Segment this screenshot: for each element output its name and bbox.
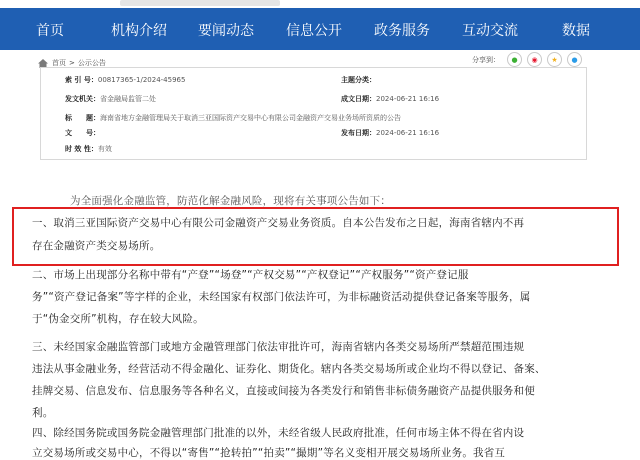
top-strip xyxy=(0,0,640,8)
nav-item-services[interactable]: 政务服务 xyxy=(374,23,430,39)
meta-issuer-label: 发文机关： xyxy=(65,95,100,103)
share-label: 分享到： xyxy=(472,55,500,64)
nav-item-interaction[interactable]: 互动交流 xyxy=(462,23,518,39)
paragraph-3-line-2: 违法从事金融业务，经营活动不得金融化、证券化、期货化。辖内各类交易场所或企业均不得以登记、备案、 xyxy=(32,363,546,375)
meta-theme xyxy=(341,75,376,85)
paragraph-2-line-1: 二、市场上出现部分名称中带有“产登”“场登”“产权交易”“产权登记”“产权服务”“资产登记服 xyxy=(32,269,469,281)
meta-title-value: 海南省地方金融管理局关于取消三亚国际资产交易中心有限公司金融资产交易业务场所资质的公告 xyxy=(100,114,401,122)
share-bar xyxy=(472,52,582,67)
paragraph-4-line-1: 四、除经国务院或国务院金融管理部门批准的以外，未经省级人民政府批准，任何市场主体不得在省内设 xyxy=(32,427,525,439)
meta-issuer-value: 省金融局监管二处 xyxy=(100,95,156,103)
meta-date-value: 2024-06-21 16:16 xyxy=(376,95,440,103)
nav-item-disclosure[interactable]: 信息公开 xyxy=(286,23,342,39)
meta-docno xyxy=(65,128,100,138)
meta-title-label: 标 题： xyxy=(65,114,100,122)
meta-theme-label: 主题分类： xyxy=(341,76,376,84)
qq-icon[interactable]: ● xyxy=(567,52,582,67)
paragraph-3-line-3: 挂牌交易、信息发布、信息服务等各种名义，直接或间接为各类发行和销售非标债务融资产品提供服务和便 xyxy=(32,385,535,397)
paragraph-2-line-3: 于“伪金交所”机构，存在较大风险。 xyxy=(32,313,204,325)
paragraph-2-line-2: 务”“资产登记备案”等字样的企业，未经国家有权部门依法许可，为非标融资活动提供登记备案等服务，属 xyxy=(32,291,531,303)
meta-validity xyxy=(65,144,112,154)
paragraph-1-line-2: 存在金融资产类交易场所。 xyxy=(32,240,161,252)
weibo-icon[interactable]: ◉ xyxy=(527,52,542,67)
meta-title xyxy=(65,113,401,123)
meta-date-label: 成文日期： xyxy=(341,95,376,103)
paragraph-3-line-1: 三、未经国家金融监管部门或地方金融管理部门依法审批许可，海南省辖内各类交易场所严禁超范围违规 xyxy=(32,341,525,353)
meta-index-value: 00817365-1/2024-45965 xyxy=(97,76,186,84)
meta-docno-label: 文 号： xyxy=(65,129,100,137)
nav-item-news[interactable]: 要闻动态 xyxy=(198,23,254,39)
document-metadata xyxy=(40,67,587,160)
main-nav xyxy=(0,8,640,50)
meta-index-label: 索 引 号： xyxy=(65,76,98,84)
meta-pubdate xyxy=(341,128,439,138)
meta-date xyxy=(341,94,439,104)
qzone-icon[interactable]: ★ xyxy=(547,52,562,67)
meta-pubdate-value: 2024-06-21 16:16 xyxy=(376,129,440,137)
meta-pubdate-label: 发布日期： xyxy=(341,129,376,137)
breadcrumb-current[interactable]: 公示公告 xyxy=(77,59,106,67)
nav-item-home[interactable]: 首页 xyxy=(36,23,64,39)
paragraph-1-line-1: 一、取消三亚国际资产交易中心有限公司金融资产交易业务资质。自本公告发布之日起，海南省辖内不再 xyxy=(32,217,525,229)
breadcrumb-separator: > xyxy=(69,59,75,67)
wechat-icon[interactable]: ● xyxy=(507,52,522,67)
meta-index xyxy=(65,75,185,85)
intro-paragraph: 为全面强化金融监管，防范化解金融风险，现将有关事项公告如下： xyxy=(70,195,391,207)
paragraph-4-line-2: 立交易场所或交易中心，不得以“寄售”“抢转拍”“拍卖”“撮期”等名义变相开展交易场所业务。我省互 xyxy=(32,447,506,459)
header-remnant xyxy=(120,0,280,6)
paragraph-3-line-4: 利。 xyxy=(32,407,54,419)
breadcrumb-home[interactable]: 首页 xyxy=(52,59,66,67)
meta-issuer xyxy=(65,94,156,104)
nav-item-about[interactable]: 机构介绍 xyxy=(111,23,167,39)
meta-validity-value: 有效 xyxy=(97,145,112,153)
meta-validity-label: 时 效 性： xyxy=(65,145,98,153)
nav-item-data[interactable]: 数据 xyxy=(562,23,590,39)
